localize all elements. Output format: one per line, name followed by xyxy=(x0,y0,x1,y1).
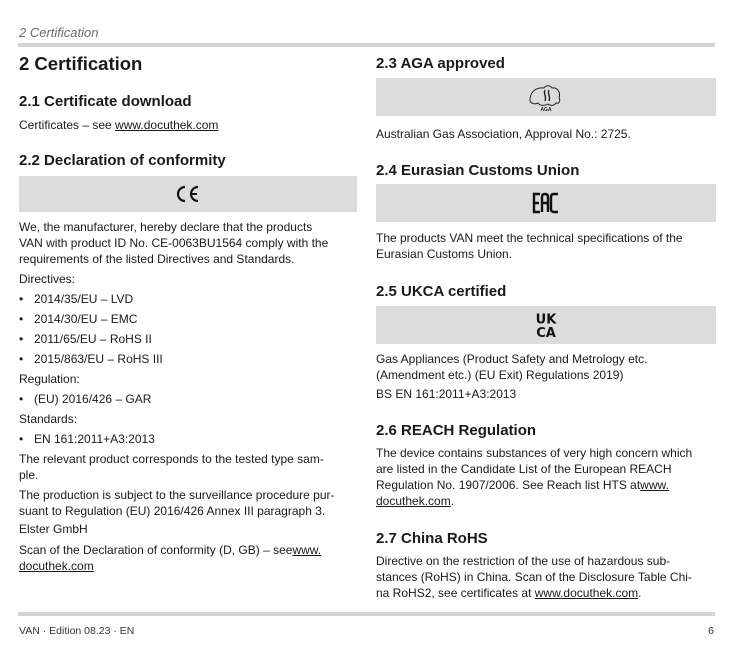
list-item: • 2015/863/EU – RoHS III xyxy=(19,352,163,366)
list-item: • (EU) 2016/426 – GAR xyxy=(19,392,152,406)
right-column xyxy=(376,52,716,601)
docuthek-link[interactable]: www.docuthek.com xyxy=(115,118,219,132)
regulation-label: Regulation: xyxy=(19,372,80,386)
declaration-line: requirements of the listed Directives and Standards. xyxy=(19,252,295,266)
running-head: 2 Certification xyxy=(19,25,99,40)
reach-text: The device contains substances of very high concern which are listed in the Candidate List of the European REACH Regulation No. 1907/2006. See Reach list HTS atwww. docuthek.com. xyxy=(376,446,693,508)
eac-mark-box xyxy=(376,184,716,222)
section-2-6-title: 2.6 REACH Regulation xyxy=(376,422,537,439)
list-item: • 2014/30/EU – EMC xyxy=(19,312,138,326)
aga-logo-icon xyxy=(526,82,566,112)
production-text: The production is subject to the surveillance procedure pur- suant to Regulation (EU) 2016/426 Annex III paragraph 3. xyxy=(19,488,335,518)
section-2-7-title: 2.7 China RoHS xyxy=(376,530,488,547)
declaration-line: We, the manufacturer, hereby declare that the products xyxy=(19,220,313,234)
section-2-1-title: 2.1 Certificate download xyxy=(19,93,192,110)
ukca-standard: BS EN 161:2011+A3:2013 xyxy=(376,387,517,401)
ce-mark-icon xyxy=(174,184,202,204)
chapter-title: 2 Certification xyxy=(19,53,143,74)
aga-logo-box xyxy=(376,78,716,116)
ukca-text: Gas Appliances (Product Safety and Metrology etc. (Amendment etc.) (EU Exit) Regulations 2019) BS EN 161:2011+A3:2013 xyxy=(376,351,716,402)
docuthek-link[interactable]: www.docuthek.com xyxy=(534,586,639,600)
eac-text: The products VAN meet the technical specifications of the Eurasian Customs Union. xyxy=(376,231,683,261)
ukca-mark-box xyxy=(376,306,716,344)
declaration-paragraph xyxy=(19,219,357,267)
docuthek-link[interactable]: www. xyxy=(292,543,322,557)
docuthek-link[interactable]: docuthek.com xyxy=(376,494,451,508)
svg-text:AGA: AGA xyxy=(540,107,552,112)
section-2-2-title: 2.2 Declaration of conformity xyxy=(19,152,226,169)
footer-edition: VAN · Edition 08.23 · EN xyxy=(19,625,135,637)
list-item: • 2011/65/EU – RoHS II xyxy=(19,332,152,346)
bottom-rule xyxy=(18,612,715,616)
certificates-text: Certificates – see www.docuthek.com xyxy=(19,118,219,132)
ce-mark-box xyxy=(19,176,357,212)
declaration-line: VAN with product ID No. CE-0063BU1564 comply with the xyxy=(19,236,329,250)
list-item: • EN 161:2011+A3:2013 xyxy=(19,432,155,446)
svg-text:UK: UK xyxy=(535,312,557,328)
relevant-product-text: The relevant product corresponds to the tested type sam- ple. xyxy=(19,452,324,482)
eac-mark-icon xyxy=(532,192,560,214)
list-item: • 2014/35/EU – LVD xyxy=(19,292,134,306)
svg-text:CA: CA xyxy=(536,326,556,339)
top-rule xyxy=(18,43,715,47)
left-column xyxy=(19,52,357,574)
section-2-4-title: 2.4 Eurasian Customs Union xyxy=(376,162,580,179)
ukca-mark-icon xyxy=(531,311,561,339)
docuthek-link[interactable]: www. xyxy=(640,478,669,492)
scan-declaration-text: Scan of the Declaration of conformity (D, GB) – seewww. docuthek.com xyxy=(19,543,322,573)
aga-text: Australian Gas Association, Approval No.: 2725. xyxy=(376,127,631,141)
directives-list xyxy=(19,291,357,367)
section-2-5-title: 2.5 UKCA certified xyxy=(376,283,507,300)
section-2-3-title: 2.3 AGA approved xyxy=(376,55,505,72)
standards-label: Standards: xyxy=(19,412,78,426)
company-name: Elster GmbH xyxy=(19,522,88,536)
directives-label: Directives: xyxy=(19,272,76,286)
china-rohs-text: Directive on the restriction of the use of hazardous sub- stances (RoHS) in China. Scan of the Disclosure Table Chi- na RoHS2, see certificates at www.docuthek.com. xyxy=(376,554,692,600)
docuthek-link[interactable]: docuthek.com xyxy=(19,559,94,573)
page-number: 6 xyxy=(708,625,714,637)
